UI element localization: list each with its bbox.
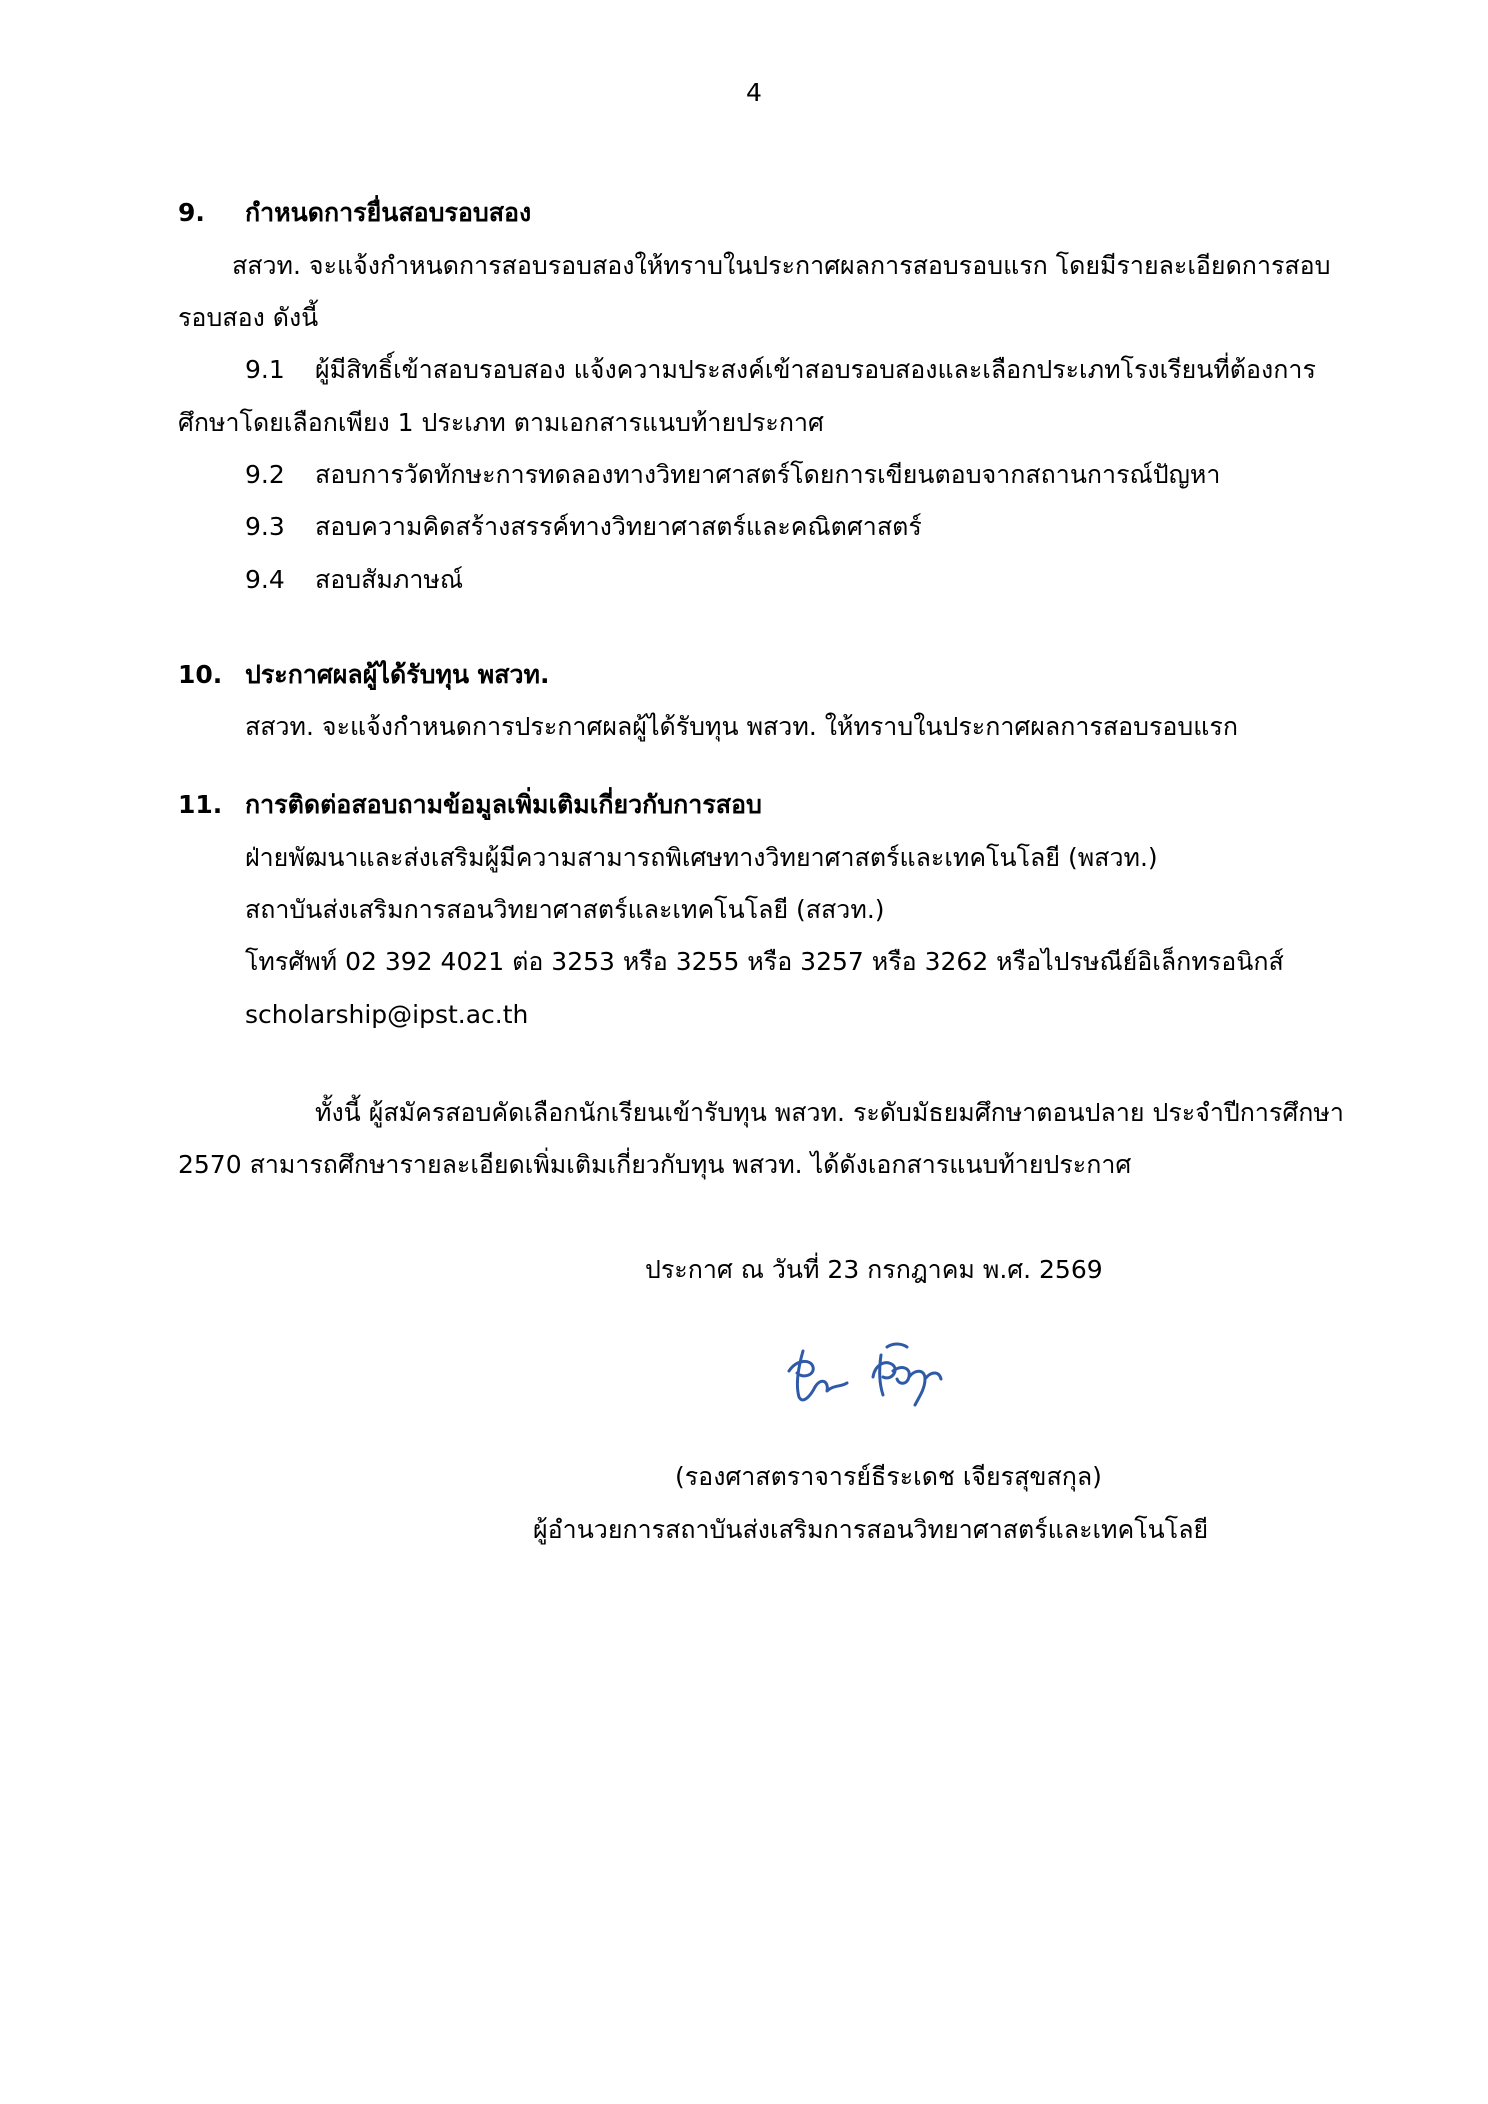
contact-phone: โทรศัพท์ 02 392 4021 ต่อ 3253 หรือ 3255 หรือ 3257 หรือ 3262 หรือไปรษณีย์อิเล็กทรอนิกส์ xyxy=(245,947,1284,976)
signature-image xyxy=(775,1325,955,1415)
section-10-body: สสวท. จะแจ้งกำหนดการประกาศผลผู้ได้รับทุน พสวท. ให้ทราบในประกาศผลการสอบรอบแรก xyxy=(245,712,1238,741)
contact-institute: สถาบันส่งเสริมการสอนวิทยาศาสตร์และเทคโนโลยี (สสวท.) xyxy=(245,895,885,924)
signer-title: ผู้อำนวยการสถาบันส่งเสริมการสอนวิทยาศาสตร์และเทคโนโลยี xyxy=(533,1515,1209,1544)
item-9-4-number: 9.4 xyxy=(245,565,285,594)
section-9-intro-line1: สสวท. จะแจ้งกำหนดการสอบรอบสองให้ทราบในประกาศผลการสอบรอบแรก โดยมีรายละเอียดการสอบ xyxy=(232,251,1331,280)
section-11-title: การติดต่อสอบถามข้อมูลเพิ่มเติมเกี่ยวกับการสอบ xyxy=(245,790,762,819)
page-number: 4 xyxy=(746,78,762,107)
section-9-number: 9. xyxy=(178,198,205,227)
signer-name: (รองศาสตราจารย์ธีระเดช เจียรสุขสกุล) xyxy=(675,1462,1102,1491)
item-9-2-number: 9.2 xyxy=(245,460,285,489)
section-9-title: กำหนดการยื่นสอบรอบสอง xyxy=(245,198,532,227)
item-9-3-number: 9.3 xyxy=(245,512,285,541)
contact-department: ฝ่ายพัฒนาและส่งเสริมผู้มีความสามารถพิเศษทางวิทยาศาสตร์และเทคโนโลยี (พสวท.) xyxy=(245,843,1158,872)
item-9-1-number: 9.1 xyxy=(245,355,285,384)
section-10-title: ประกาศผลผู้ได้รับทุน พสวท. xyxy=(245,660,550,689)
contact-email: scholarship@ipst.ac.th xyxy=(245,1000,529,1029)
item-9-4-text: สอบสัมภาษณ์ xyxy=(315,565,464,594)
item-9-1-text-line1: ผู้มีสิทธิ์เข้าสอบรอบสอง แจ้งความประสงค์เข้าสอบรอบสองและเลือกประเภทโรงเรียนที่ต้องการ xyxy=(315,355,1316,384)
item-9-3-text: สอบความคิดสร้างสรรค์ทางวิทยาศาสตร์และคณิตศาสตร์ xyxy=(315,512,922,541)
section-10-number: 10. xyxy=(178,660,223,689)
closing-line2: 2570 สามารถศึกษารายละเอียดเพิ่มเติมเกี่ยวกับทุน พสวท. ได้ดังเอกสารแนบท้ายประกาศ xyxy=(178,1150,1132,1179)
section-11-number: 11. xyxy=(178,790,223,819)
closing-line1: ทั้งนี้ ผู้สมัครสอบคัดเลือกนักเรียนเข้ารับทุน พสวท. ระดับมัธยมศึกษาตอนปลาย ประจำปีการศึกษา xyxy=(315,1098,1344,1127)
item-9-1-text-line2: ศึกษาโดยเลือกเพียง 1 ประเภท ตามเอกสารแนบท้ายประกาศ xyxy=(178,408,824,437)
announcement-date: ประกาศ ณ วันที่ 23 กรกฎาคม พ.ศ. 2569 xyxy=(645,1255,1103,1284)
section-9-intro-line2: รอบสอง ดังนี้ xyxy=(178,303,319,332)
item-9-2-text: สอบการวัดทักษะการทดลองทางวิทยาศาสตร์โดยการเขียนตอบจากสถานการณ์ปัญหา xyxy=(315,460,1221,489)
